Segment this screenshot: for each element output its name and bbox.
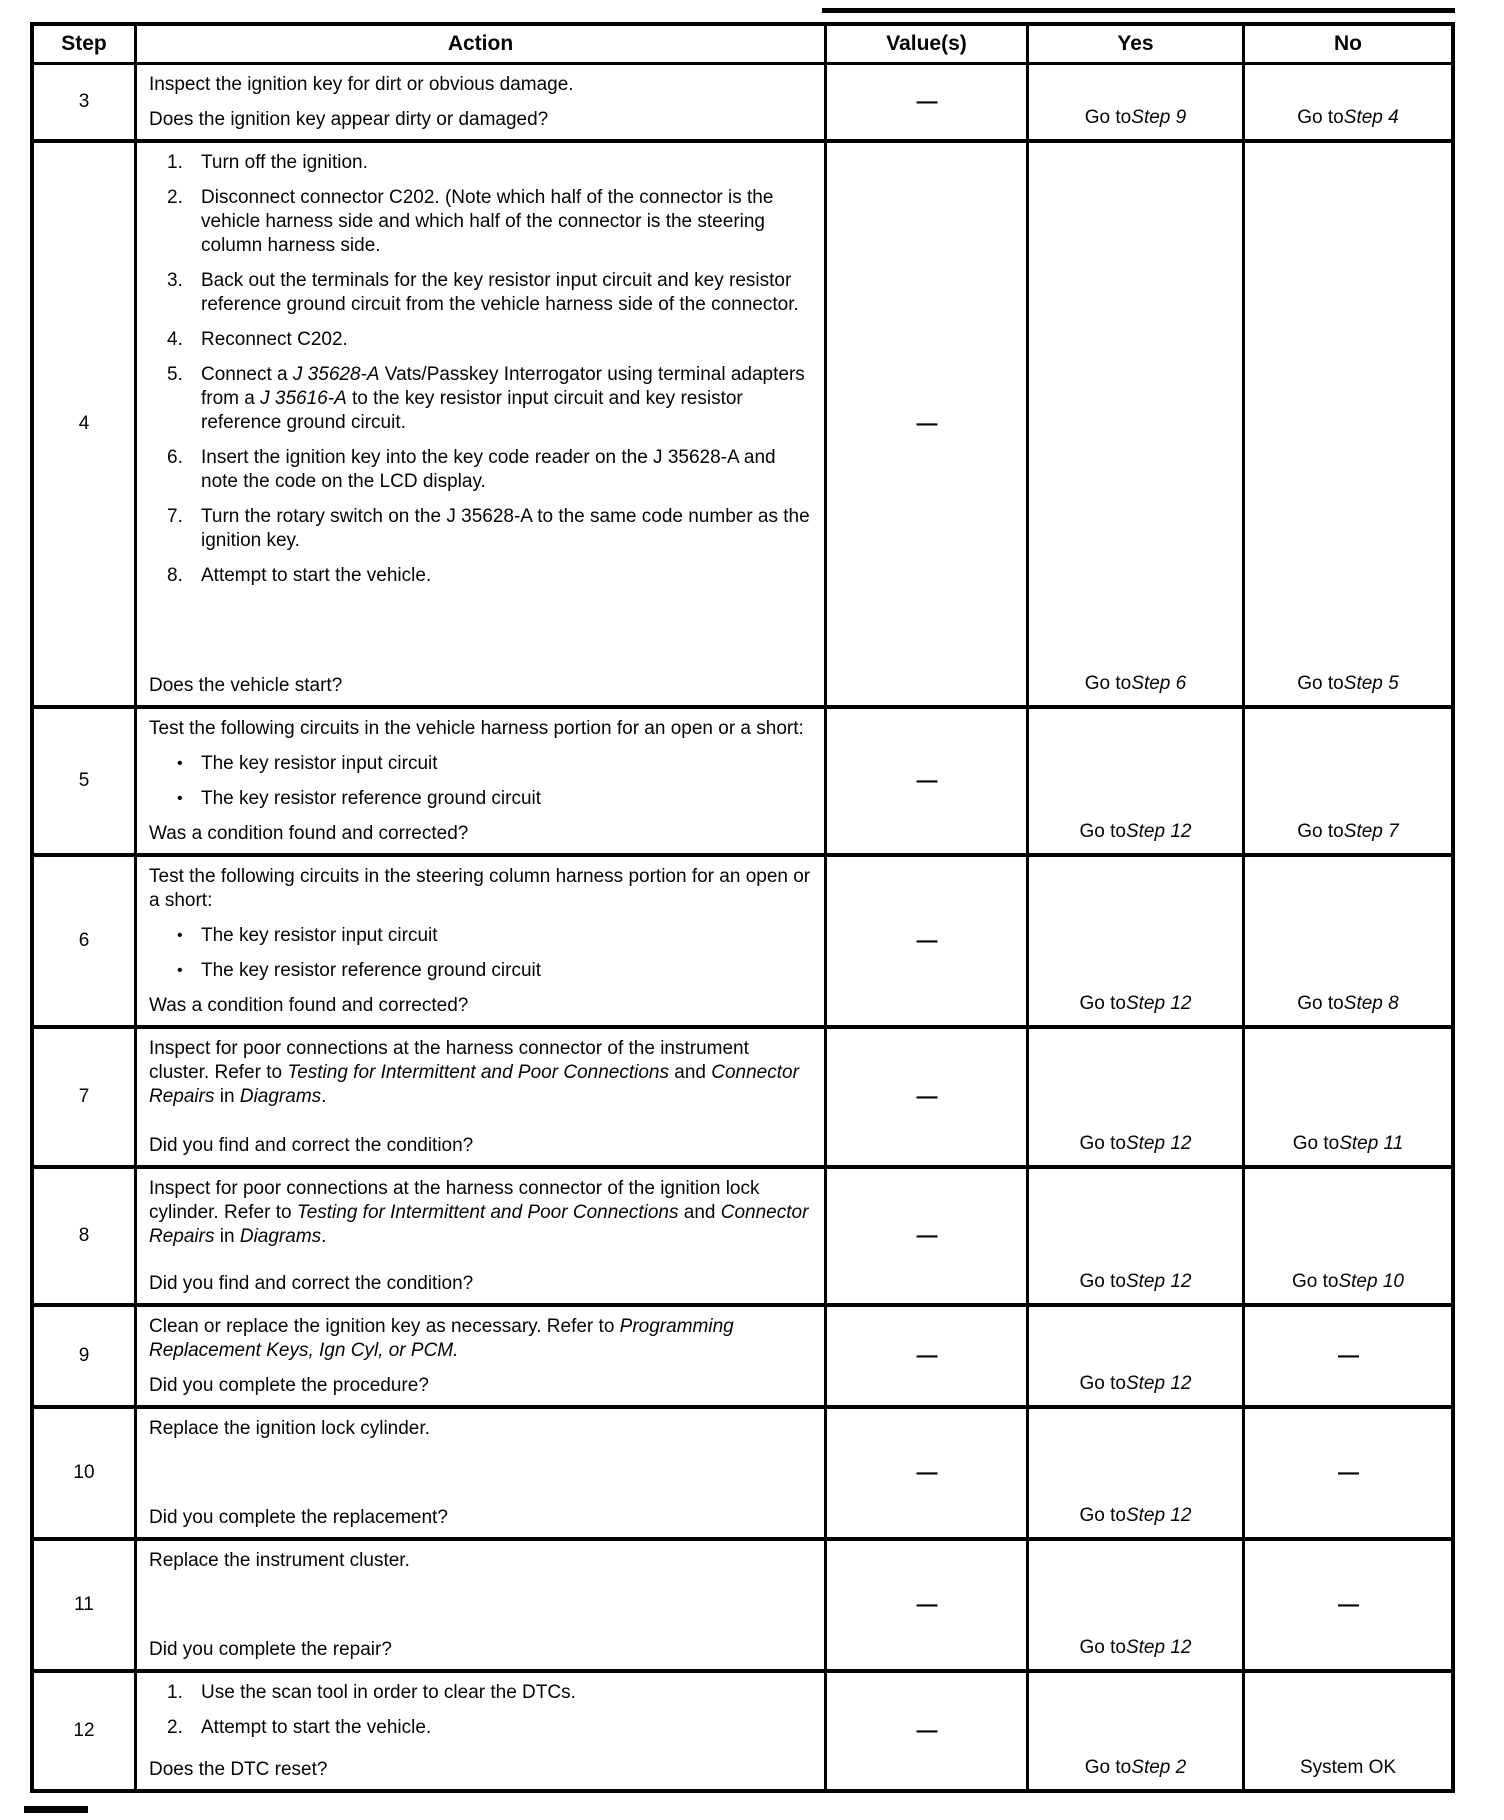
action-text bbox=[149, 363, 814, 435]
action-question: Does the ignition key appear dirty or damaged? bbox=[149, 109, 549, 130]
list-number: 8. bbox=[167, 565, 183, 586]
list-item-text: Attempt to start the vehicle. bbox=[201, 1717, 432, 1738]
action-cell bbox=[134, 1307, 824, 1405]
column-header-action: Action bbox=[134, 26, 824, 62]
no-cell: — bbox=[1242, 1307, 1451, 1405]
action-text bbox=[149, 328, 814, 352]
list-item-text: The key resistor input circuit bbox=[201, 753, 438, 774]
step-cell bbox=[34, 709, 134, 853]
no-cell: Go to Step 11 bbox=[1242, 1029, 1451, 1165]
table-row-step-4 bbox=[34, 139, 1451, 705]
action-cell bbox=[134, 1673, 824, 1789]
column-header-no: No bbox=[1242, 26, 1451, 62]
list-number: 1. bbox=[167, 1682, 183, 1703]
action-text bbox=[149, 752, 814, 776]
action-question: Does the vehicle start? bbox=[149, 675, 343, 696]
no-cell: Go to Step 4 bbox=[1242, 65, 1451, 139]
action-question: Was a condition found and corrected? bbox=[149, 995, 469, 1016]
action-text bbox=[149, 151, 814, 175]
action-text bbox=[149, 186, 814, 258]
step-number: 11 bbox=[74, 1594, 94, 1615]
no-cell: System OK bbox=[1242, 1673, 1451, 1789]
step-number: 5 bbox=[78, 770, 90, 791]
value-dash: — bbox=[916, 1224, 937, 1247]
table-row-step-3 bbox=[34, 65, 1451, 139]
step-cell bbox=[34, 857, 134, 1025]
table-row-step-9 bbox=[34, 1303, 1451, 1405]
table-row-step-10 bbox=[34, 1405, 1451, 1537]
list-item-text: Connect a J 35628-A Vats/Passkey Interrogator using terminal adapters from a J 35616-A to the key resistor input circuit and key resistor reference ground circuit. bbox=[201, 364, 805, 433]
action-cell bbox=[134, 65, 824, 139]
action-text: Replace the instrument cluster. bbox=[149, 1550, 410, 1571]
value-cell bbox=[824, 709, 1026, 853]
step-number: 4 bbox=[78, 413, 90, 434]
table-row-step-6 bbox=[34, 853, 1451, 1025]
step-cell bbox=[34, 1169, 134, 1303]
yes-cell: Go to Step 2 bbox=[1026, 1673, 1242, 1789]
list-item-text: The key resistor reference ground circuit bbox=[201, 788, 542, 809]
list-number: 4. bbox=[167, 329, 183, 350]
step-cell bbox=[34, 1409, 134, 1537]
step-cell bbox=[34, 143, 134, 705]
list-number: 2. bbox=[167, 187, 183, 208]
step-number: 8 bbox=[78, 1225, 90, 1246]
action-text bbox=[149, 269, 814, 317]
value-cell bbox=[824, 1169, 1026, 1303]
yes-cell: Go to Step 12 bbox=[1026, 1169, 1242, 1303]
value-cell bbox=[824, 143, 1026, 705]
action-text: Replace the ignition lock cylinder. bbox=[149, 1418, 430, 1439]
list-number: 7. bbox=[167, 506, 183, 527]
step-number: 6 bbox=[78, 930, 90, 951]
bullet-icon: • bbox=[177, 927, 183, 944]
value-dash: — bbox=[916, 412, 937, 435]
yes-cell: Go to Step 9 bbox=[1026, 65, 1242, 139]
value-dash: — bbox=[916, 1461, 937, 1484]
action-text bbox=[149, 1716, 814, 1740]
no-cell: Go to Step 5 bbox=[1242, 143, 1451, 705]
value-dash: — bbox=[916, 1593, 937, 1616]
step-number: 7 bbox=[78, 1086, 90, 1107]
step-number: 3 bbox=[78, 91, 90, 112]
list-item-text: Disconnect connector C202. (Note which half of the connector is the vehicle harness side and which half of the connector is the steering column harness side. bbox=[201, 187, 774, 256]
value-cell bbox=[824, 1307, 1026, 1405]
value-dash: — bbox=[916, 1085, 937, 1108]
table-row-step-7 bbox=[34, 1025, 1451, 1165]
value-dash: — bbox=[916, 769, 937, 792]
column-header-values: Value(s) bbox=[824, 26, 1026, 62]
action-question: Did you complete the replacement? bbox=[149, 1507, 448, 1528]
action-text: Inspect the ignition key for dirt or obvious damage. bbox=[149, 74, 574, 95]
action-text bbox=[149, 505, 814, 553]
bullet-icon: • bbox=[177, 790, 183, 807]
action-text: Test the following circuits in the steering column harness portion for an open or a short: bbox=[149, 866, 811, 911]
step-cell bbox=[34, 1029, 134, 1165]
yes-cell: Go to Step 12 bbox=[1026, 1541, 1242, 1669]
bullet-icon: • bbox=[177, 962, 183, 979]
no-cell: Go to Step 7 bbox=[1242, 709, 1451, 853]
diagnostic-table bbox=[30, 22, 1455, 1793]
step-cell bbox=[34, 1541, 134, 1669]
action-question: Did you complete the procedure? bbox=[149, 1375, 429, 1396]
column-header-step: Step bbox=[61, 32, 107, 55]
step-cell bbox=[34, 1673, 134, 1789]
no-cell: — bbox=[1242, 1541, 1451, 1669]
bullet-icon: • bbox=[177, 755, 183, 772]
table-row-step-8 bbox=[34, 1165, 1451, 1303]
value-cell bbox=[824, 857, 1026, 1025]
list-item-text: Attempt to start the vehicle. bbox=[201, 565, 432, 586]
list-item-text: Turn off the ignition. bbox=[201, 152, 368, 173]
list-item-text: The key resistor reference ground circuit bbox=[201, 960, 542, 981]
table-row-step-5 bbox=[34, 705, 1451, 853]
action-text: Test the following circuits in the vehicle harness portion for an open or a short: bbox=[149, 718, 804, 739]
value-cell bbox=[824, 1409, 1026, 1537]
table-header-row bbox=[34, 26, 1451, 65]
value-cell bbox=[824, 1029, 1026, 1165]
list-number: 5. bbox=[167, 364, 183, 385]
list-number: 6. bbox=[167, 447, 183, 468]
action-text bbox=[149, 787, 814, 811]
action-text: Clean or replace the ignition key as necessary. Refer to Programming Replacement Keys, Ign Cyl, or PCM. bbox=[149, 1316, 734, 1361]
yes-cell: Go to Step 12 bbox=[1026, 857, 1242, 1025]
list-item-text: Turn the rotary switch on the J 35628-A to the same code number as the ignition key. bbox=[201, 506, 810, 551]
step-cell bbox=[34, 1307, 134, 1405]
action-cell bbox=[134, 1409, 824, 1537]
yes-cell: Go to Step 12 bbox=[1026, 1029, 1242, 1165]
action-question: Was a condition found and corrected? bbox=[149, 823, 469, 844]
list-number: 2. bbox=[167, 1717, 183, 1738]
list-number: 1. bbox=[167, 152, 183, 173]
action-cell bbox=[134, 1169, 824, 1303]
list-item-text: Use the scan tool in order to clear the DTCs. bbox=[201, 1682, 576, 1703]
action-text bbox=[149, 564, 814, 588]
no-cell: Go to Step 10 bbox=[1242, 1169, 1451, 1303]
scan-artifact-line bbox=[822, 8, 1455, 13]
value-cell bbox=[824, 65, 1026, 139]
action-cell bbox=[134, 857, 824, 1025]
yes-cell: Go to Step 12 bbox=[1026, 709, 1242, 853]
scan-artifact-blot bbox=[24, 1806, 88, 1813]
list-item-text: Back out the terminals for the key resistor input circuit and key resistor reference ground circuit from the vehicle harness side of the connector. bbox=[201, 270, 799, 315]
action-question: Did you find and correct the condition? bbox=[149, 1135, 474, 1156]
no-cell: Go to Step 8 bbox=[1242, 857, 1451, 1025]
step-number: 12 bbox=[73, 1720, 95, 1741]
column-header-yes: Yes bbox=[1026, 26, 1242, 62]
table-body bbox=[34, 65, 1451, 1789]
action-text bbox=[149, 924, 814, 948]
step-number: 9 bbox=[78, 1345, 90, 1366]
action-text: Inspect for poor connections at the harness connector of the ignition lock cylinder. Refer to Testing for Intermittent and Poor Connections and Connector Repairs in Diagrams. bbox=[149, 1178, 809, 1247]
list-item-text: Reconnect C202. bbox=[201, 329, 348, 350]
table-row-step-12 bbox=[34, 1669, 1451, 1789]
action-text bbox=[149, 1681, 814, 1705]
action-question: Did you find and correct the condition? bbox=[149, 1273, 474, 1294]
action-text: Inspect for poor connections at the harness connector of the instrument cluster. Refer to Testing for Intermittent and Poor Connections and Connector Repairs in Diagrams. bbox=[149, 1038, 799, 1107]
list-item-text: The key resistor input circuit bbox=[201, 925, 438, 946]
action-text bbox=[149, 959, 814, 983]
step-cell bbox=[34, 65, 134, 139]
value-dash: — bbox=[916, 929, 937, 952]
value-dash: — bbox=[916, 1719, 937, 1742]
value-cell bbox=[824, 1673, 1026, 1789]
yes-cell: Go to Step 6 bbox=[1026, 143, 1242, 705]
list-number: 3. bbox=[167, 270, 183, 291]
yes-cell: Go to Step 12 bbox=[1026, 1307, 1242, 1405]
action-cell bbox=[134, 143, 824, 705]
action-cell bbox=[134, 709, 824, 853]
action-question: Does the DTC reset? bbox=[149, 1759, 328, 1780]
action-cell bbox=[134, 1029, 824, 1165]
action-text bbox=[149, 446, 814, 494]
yes-cell: Go to Step 12 bbox=[1026, 1409, 1242, 1537]
table-row-step-11 bbox=[34, 1537, 1451, 1669]
list-item-text: Insert the ignition key into the key code reader on the J 35628-A and note the code on the LCD display. bbox=[201, 447, 776, 492]
action-question: Did you complete the repair? bbox=[149, 1639, 392, 1660]
value-cell bbox=[824, 1541, 1026, 1669]
value-dash: — bbox=[916, 90, 937, 113]
value-dash: — bbox=[916, 1344, 937, 1367]
step-number: 10 bbox=[73, 1462, 95, 1483]
no-cell: — bbox=[1242, 1409, 1451, 1537]
action-cell bbox=[134, 1541, 824, 1669]
